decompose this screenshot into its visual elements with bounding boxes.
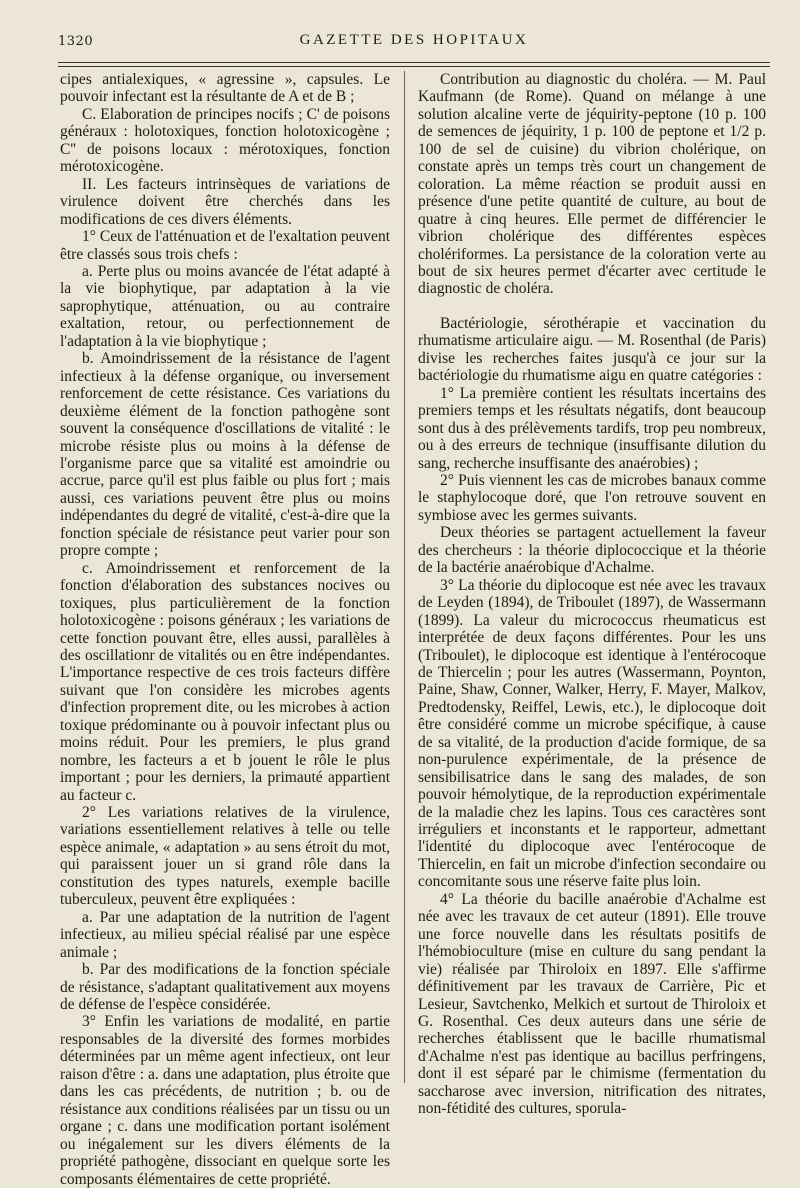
paragraph: C. Elaboration de principes nocifs ; C' de poisons généraux : holotoxiques, fonction holotoxicogène ; C'' de poisons locaux : mérotoxiques, fonction mérotoxicogène.	[60, 105, 390, 176]
page-header	[58, 30, 770, 56]
paragraph: 2° Les variations relatives de la virulence, variations essentiellement relatives à telle ou telle espèce animale, « adaptation » au sens étroit du mot, qui paraissent jouer un si grand rôle dans la constitution des types naturels, exemple bacille tuberculeux, peuvent être expliquées :	[60, 804, 390, 909]
paragraph: c. Amoindrissement et renforcement de la fonction d'élaboration des substances nocives ou toxiques, plus particulièrement de la fonction holotoxicogène : poisons généraux ; les variations de cette fonction pouvant être, elles aussi, parallèles à des oscillationr de vitalités ou en être indépendantes. L'importance respective de ces trois facteurs diffère suivant que l'on considère les microbes agents d'infection proprement dite, ou les microbes à action toxique prédominante ou à pouvoir infectant plus ou moins réduit. Pour les premiers, le plus grand nombre, les facteurs a et b jouent le rôle le plus important ; pour les derniers, la primauté appartient au facteur c.	[60, 559, 390, 804]
header-rule	[58, 62, 770, 63]
running-head: GAZETTE DES HOPITAUX	[299, 32, 529, 48]
paragraph: b. Amoindrissement de la résistance de l'agent infectieux à la défense organique, ou inversement renforcement de cette résistance. Ces variations du deuxième élément de la fonction pathogène sont souvent la conséquence d'oscillations de vitalité : le microbe résiste plus ou moins à la défense de l'organisme parce que sa vitalité est amoindrie ou accrue, parce qu'il est plus faible ou plus fort ; mais aussi, ces variations peuvent être plus ou moins indépendantes du degré de vitalité, c'est-à-dire que la fonction spéciale de résistance peut varier pour son propre compte ;	[60, 350, 390, 560]
paragraph: Bactériologie, sérothérapie et vaccination du rhumatisme articulaire aigu. — M. Rosenthal (de Paris) divise les recherches faites jusqu'à ce jour sur la bactériologie du rhumatisme aigu en quatre catégories :	[418, 314, 766, 385]
right-column	[418, 71, 766, 1118]
paragraph: Deux théories se partagent actuellement la faveur des chercheurs : la théorie diplococcique et la théorie de la bactérie anaérobique d'Achalme.	[418, 524, 766, 577]
paragraph: 3° Enfin les variations de modalité, en partie responsables de la diversité des formes morbides déterminées par un même agent infectieux, ont leur raison d'être : a. dans une adaptation, plus étroite que dans les cas précédents, de nutrition ; b. ou de résistance aux conditions réalisées par un tissu ou un organe ; c. dans une modification portant isolément ou inégalement sur les divers éléments de la propriété pathogène, dissociant en quelque sorte les composants élémentaires de cette propriété.	[60, 1013, 390, 1188]
page-number: 1320	[58, 34, 94, 49]
header-rule-thin	[58, 66, 770, 67]
paragraph: a. Perte plus ou moins avancée de l'état adapté à la vie biophytique, par adaptation à la vie saprophytique, atténuation, ou au contraire exaltation, retour, ou perfectionnement de l'adaptation à la vie biophytique ;	[60, 262, 390, 350]
paragraph: 3° La théorie du diplocoque est née avec les travaux de Leyden (1894), de Triboulet (1897), de Wassermann (1899). La valeur du micrococcus rheumaticus est interprétée de deux façons différentes. Pour les uns (Triboulet), le diplocoque est identique à l'entérocoque de Thiercelin ; pour les autres (Wassermann, Poynton, Paine, Shaw, Conner, Walker, Herry, F. Mayer, Malkov, Predtodensky, Reiffel, Lewis, etc.), le diplocoque doit être considéré comme un microbe spécifique, à cause de sa vitalité, de la production d'acide formique, de sa non-purulence expérimentale, de la présence de sensibilisatrice dans le sang des malades, de son pouvoir hémolytique, de la reproduction expérimentale de la maladie chez les lapins. Tous ces caractères sont irréguliers et inconstants et le rapporteur, admettant l'identité du diplocoque avec l'entérocoque de Thiercelin, en fait un microbe d'infection secondaire ou concomitante sous une réserve faite plus loin.	[418, 576, 766, 891]
paragraph: b. Par des modifications de la fonction spéciale de résistance, s'adaptant qualitativement aux moyens de défense de l'espèce considérée.	[60, 961, 390, 1014]
paragraph: 4° La théorie du bacille anaérobie d'Achalme est née avec les travaux de cet auteur (1891). Elle trouve une force nouvelle dans les résultats positifs de l'hémobioculture (mise en culture du sang pendant la vie) réalisée par Thiroloix en 1897. Elle s'affirme définitivement par les travaux de Carrière, Pic et Lesieur, Savtchenko, Melkich et surtout de Thiroloix et G. Rosenthal. Ces deux auteurs dans une série de recherches établissent que le bacille rhumatismal d'Achalme n'est pas identique au bacillus perfringens, dont il est séparé par le chimisme (fermentation du saccharose avec inversion, nitrification des nitrates, non-fétidité des cultures, sporula-	[418, 890, 766, 1118]
paragraph: 1° Ceux de l'atténuation et de l'exaltation peuvent être classés sous trois chefs :	[60, 228, 390, 263]
left-column	[60, 71, 390, 1188]
column-divider	[404, 71, 405, 1083]
paragraph: 2° Puis viennent les cas de microbes banaux comme le staphylocoque doré, que l'on retrouve souvent en symbiose avec les germes suivants.	[418, 471, 766, 524]
paragraph: Contribution au diagnostic du choléra. — M. Paul Kaufmann (de Rome). Quand on mélange à une solution alcaline verte de jéquirity-peptone (10 p. 100 de semences de jéquirity, 1 p. 100 de peptone et 1/2 p. 100 de sel de cuisine) du vibrion cholérique, on constate après un temps très court un changement de coloration. La même réaction se produit aussi en présence d'une petite quantité de culture, au bout de quatre à cinq heures. Elle permet de différencier le vibrion cholérique des différentes espèces cholériformes. La persistance de la coloration verte au bout de six heures permet d'écarter avec certitude le diagnostic de choléra.	[418, 71, 766, 298]
paragraph: cipes antialexiques, « agressine », capsules. Le pouvoir infectant est la résultante de A et de B ;	[60, 71, 390, 106]
paragraph: a. Par une adaptation de la nutrition de l'agent infectieux, au milieu spécial réalisé par une espèce animale ;	[60, 908, 390, 961]
paragraph: II. Les facteurs intrinsèques de variations de virulence doivent être cherchés dans les modifications de ces divers éléments.	[60, 175, 390, 228]
paragraph: 1° La première contient les résultats incertains des premiers temps et les résultats négatifs, dont beaucoup sont dus à des prélèvements tardifs, trop peu nombreux, ou à des erreurs de technique (insuffisante dilution du sang, recherche insuffisante des anaérobies) ;	[418, 384, 766, 472]
